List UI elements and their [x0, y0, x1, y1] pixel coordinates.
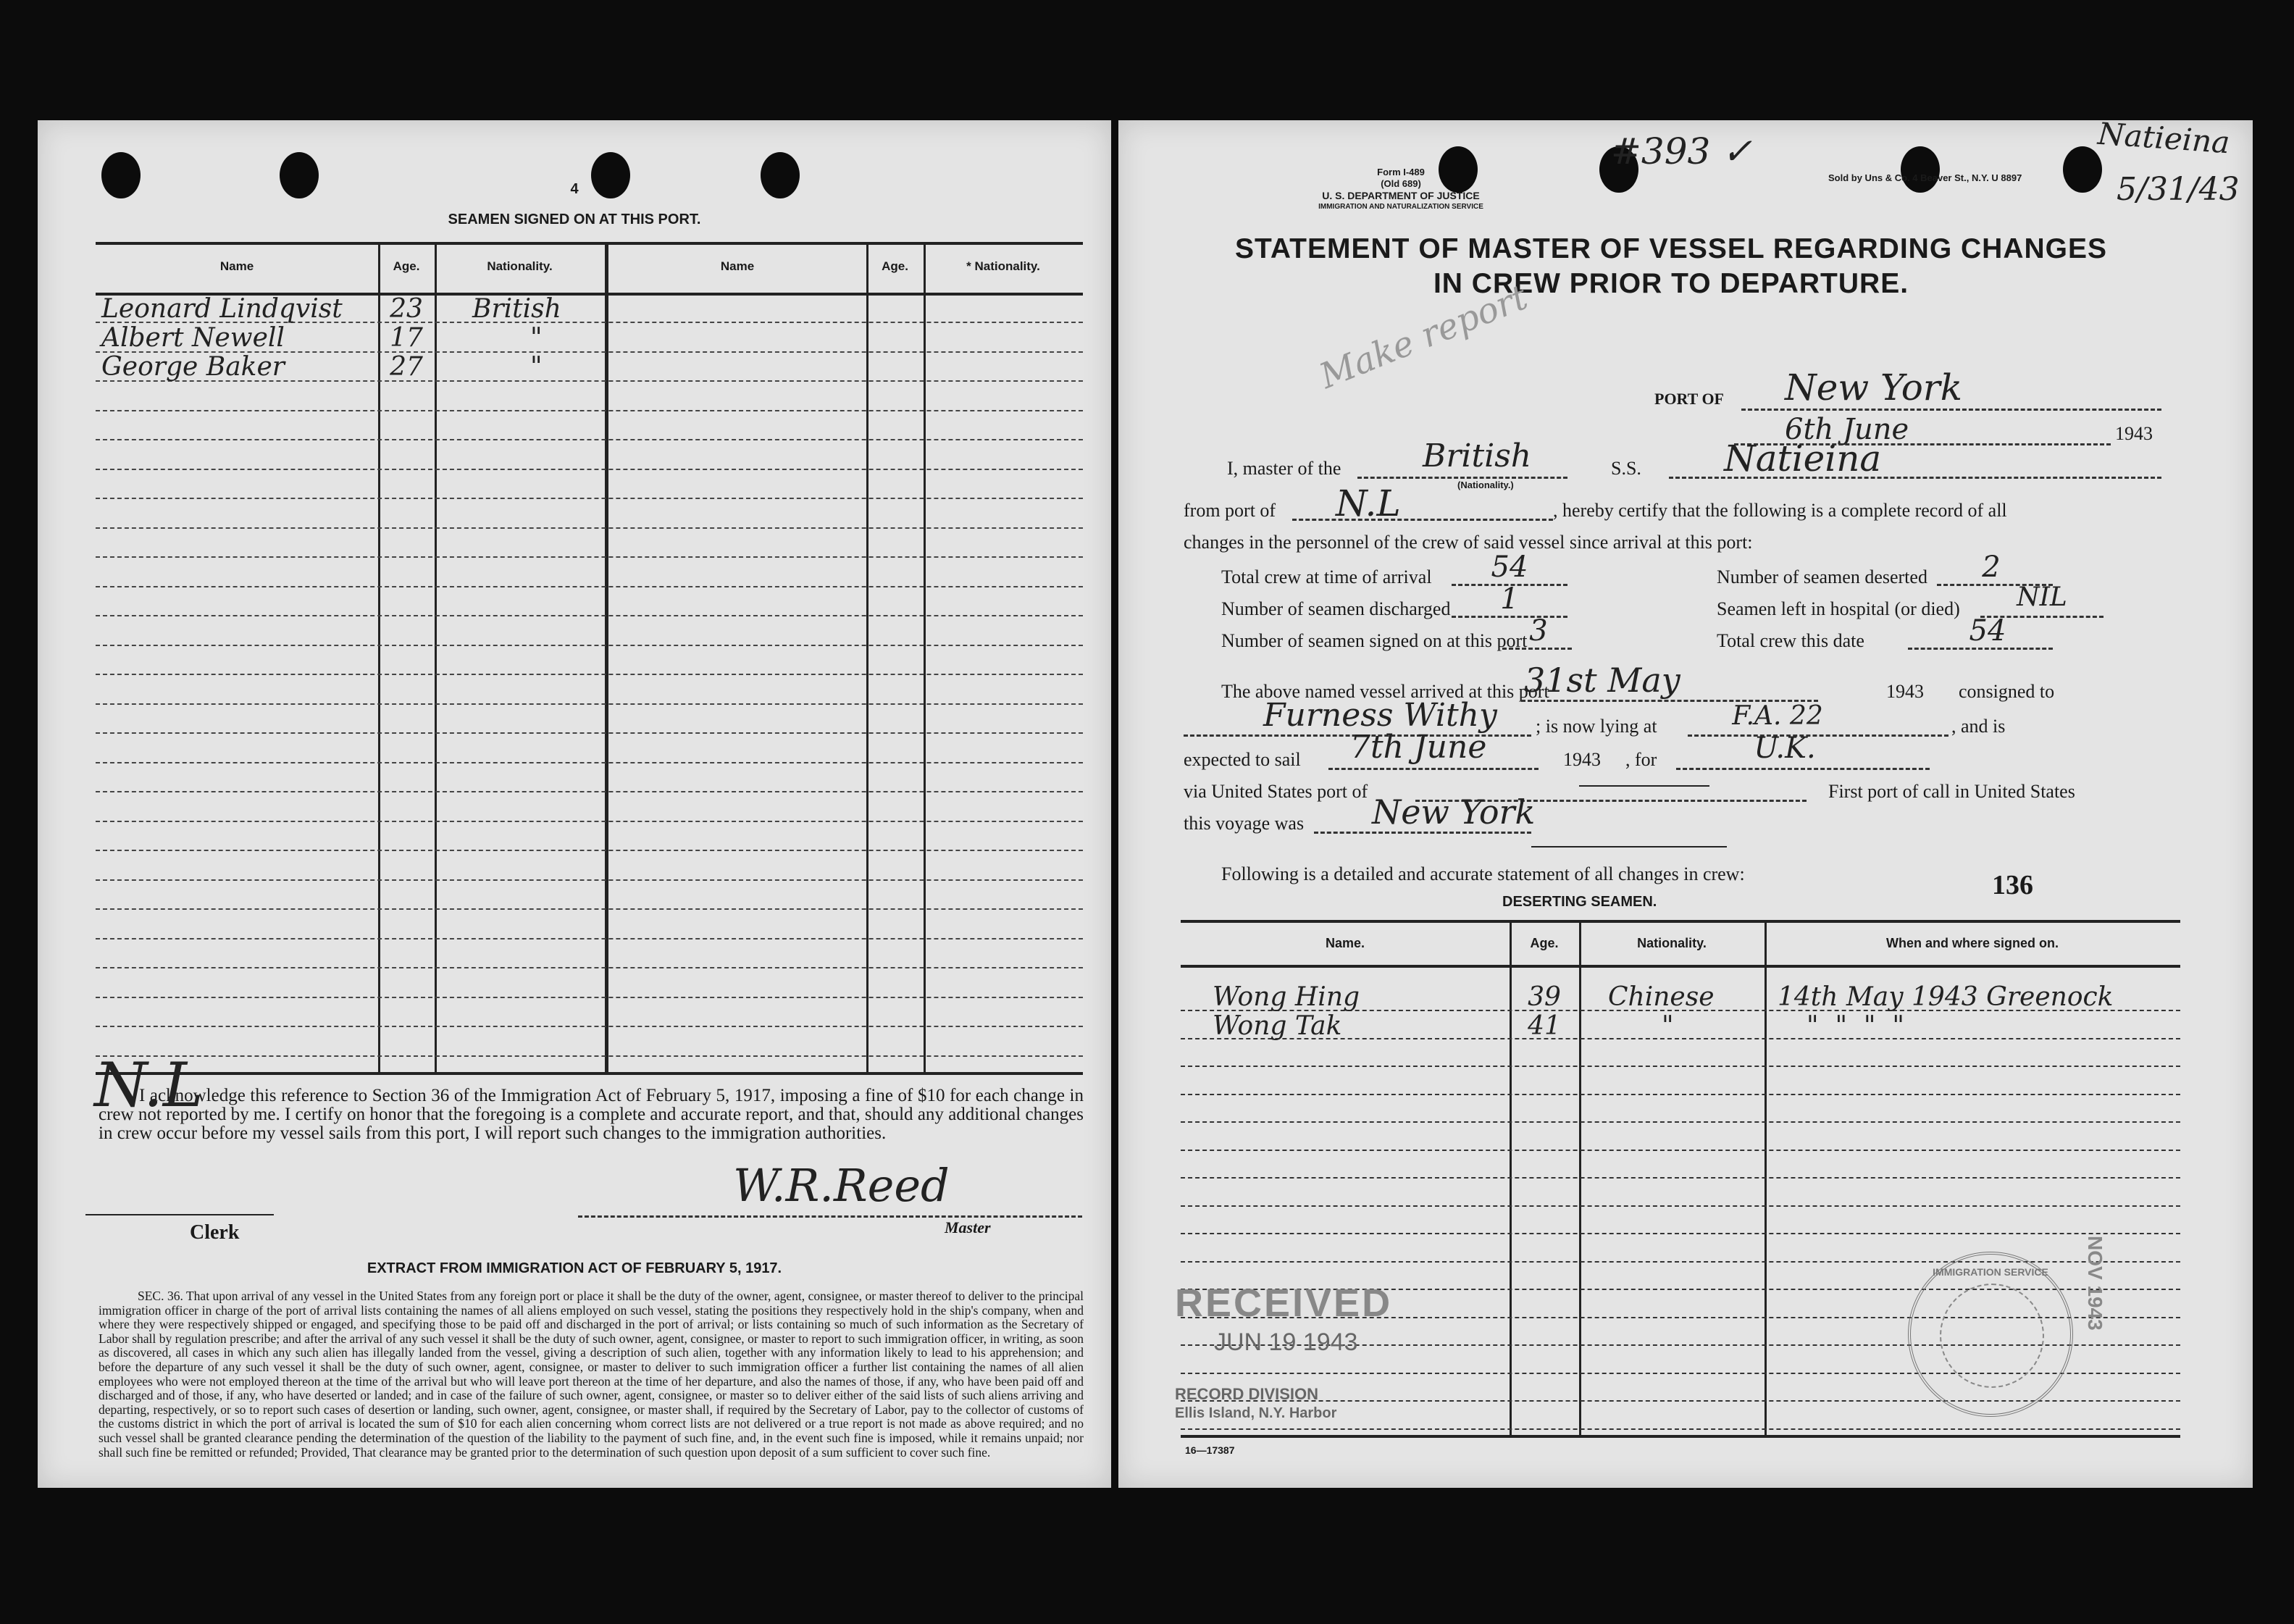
first-port-label: First port of call in United States: [1828, 781, 2075, 802]
crew-age: 23: [390, 294, 423, 324]
port-value: New York: [1785, 367, 1962, 409]
ruled-line: [96, 997, 1083, 998]
ruled-line: [96, 821, 1083, 822]
col-header-nationality-2: * Nationality.: [966, 259, 1040, 273]
expected-value: 7th June: [1350, 729, 1487, 766]
ruled-line: [96, 967, 1083, 968]
crew-name: Albert Newell: [101, 323, 285, 353]
ruled-line: [1181, 1150, 2180, 1151]
lying-value: F.A. 22: [1732, 701, 1823, 731]
left-page: [38, 120, 1111, 1488]
ruled-line: [96, 791, 1083, 792]
total-crew-date-label: Total crew this date: [1717, 630, 1864, 651]
signed-on-label: Number of seamen signed on at this port: [1221, 630, 1528, 651]
ellis-island: Ellis Island, N.Y. Harbor: [1175, 1405, 1337, 1421]
discharged-label: Number of seamen discharged: [1221, 598, 1451, 619]
ruled-line: [96, 498, 1083, 499]
page-number: 4: [570, 181, 579, 197]
desert-name: Wong Hing: [1213, 982, 1360, 1012]
ruled-line: [96, 439, 1083, 440]
department: U. S. DEPARTMENT OF JUSTICE: [1322, 190, 1480, 201]
year-value: 1943: [2115, 423, 2153, 444]
crew-name: Leonard Lindqvist: [101, 294, 343, 324]
form-id: Form I-489: [1377, 167, 1425, 177]
crew-name: George Baker: [101, 352, 285, 382]
title-line2: IN CREW PRIOR TO DEPARTURE.: [1433, 268, 1909, 299]
from-port-value: N.L: [1336, 482, 1401, 524]
received-stamp: RECEIVED: [1175, 1281, 1393, 1325]
hospital-value: NIL: [2017, 582, 2067, 612]
seamen-signed-heading: SEAMEN SIGNED ON AT THIS PORT.: [448, 212, 701, 227]
master-of-label: I, master of the: [1227, 458, 1341, 479]
total-crew-arrival-label: Total crew at time of arrival: [1221, 566, 1432, 587]
form-footer: 16—17387: [1185, 1444, 1235, 1456]
ruled-line: [96, 1026, 1083, 1027]
desert-age: 41: [1528, 1011, 1561, 1041]
ruled-line: [96, 879, 1083, 881]
col-header-nationality: Nationality.: [487, 259, 553, 273]
nationality-value: British: [1423, 438, 1532, 474]
for-label: , for: [1625, 749, 1657, 770]
ruled-line: [96, 674, 1083, 675]
crew-table: [96, 242, 1083, 1073]
round-stamp-text: IMMIGRATION SERVICE: [1933, 1266, 2048, 1278]
col-header-age-2: Age.: [882, 259, 908, 273]
ruled-line: [96, 645, 1083, 646]
extract-text: SEC. 36. That upon arrival of any vessel in the United States from any foreign port or place it shall be the duty of the owner, agent, consignee, or master thereof to deliver to the principal immigration officer in charge of the port of arrival lists containing the names of all aliens employed on such vessel, stating the positions they respectively hold in the ship's company, when and where they were respectively shipped or engaged, and specifying those to be paid off and discharged in the port of arrival; or lists containing so much of such information as the Secretary of Labor shall by regulation prescribe; and after the arrival of any such vessel it shall be the duty of such owner, agent, consignee, or master to report to such immigration officer, in writing, as soon as discovered, all cases in which any such alien has illegally landed from the vessel, giving a description of such alien, together with any information likely to lead to his apprehension; and before the departure of any such vessel it shall be the duty of such owner, agent, consignee, or master to deliver to such immigration officer a further list containing the names of all alien employees who were not employed thereon at the time of the arrival but who will leave port thereon at the time of her departure, and also the names of those, if any, who have been paid off and discharged and of those, if any, who have deserted or landed; and in case of the failure of such owner, agent, consignee, or master so to deliver either of the said lists of such aliens arriving and departing, respectively, or so to report such cases of desertion or landing, such owner, agent, consignee, or master shall, if required by the Secretary of Labor, pay to the collector of customs of the customs district in which the port of arrival is located the sum of $10 for each alien concerning whom correct lists are not delivered or a true report is not made as above required; and no such vessel shall be granted clearance pending the determination of the question of the liability to the payment of such fine, and, in the event such fine is imposed, while it remains unpaid; nor shall such fine be remitted or refunded; Provided, That clearance may be granted prior to the determination of such question upon deposit of a sum sufficient to cover such fine.: [99, 1289, 1084, 1460]
ruled-line: [96, 410, 1083, 411]
crew-nationality: ": [530, 352, 543, 382]
ruled-line: [96, 762, 1083, 763]
received-date: JUN 19 1943: [1214, 1328, 1358, 1356]
col-header-name: Name: [219, 259, 254, 273]
extract-title: EXTRACT FROM IMMIGRATION ACT OF FEBRUARY 5, 1917.: [367, 1260, 782, 1276]
desert-col-age: Age.: [1530, 936, 1559, 950]
crew-nationality: British: [472, 294, 561, 324]
ruled-line: [96, 938, 1083, 939]
arrived-value: 31st May: [1524, 661, 1680, 700]
ss-label: S.S.: [1611, 458, 1641, 479]
right-page: [1118, 115, 2253, 1488]
desert-signed-on: " " " ": [1807, 1011, 1904, 1041]
desert-age: 39: [1528, 982, 1561, 1012]
corner-note-1: Natieina: [2096, 115, 2231, 161]
following-text: Following is a detailed and accurate statement of all changes in crew:: [1221, 863, 1745, 884]
diagonal-note: Make report: [1314, 277, 1533, 397]
deserted-label: Number of seamen deserted: [1717, 566, 1927, 587]
clerk-line: [85, 1214, 274, 1215]
page-stamp-number: 136: [1992, 870, 2033, 900]
round-stamp: [1908, 1252, 2073, 1417]
ruled-line: [1181, 1205, 2180, 1207]
service: IMMIGRATION AND NATURALIZATION SERVICE: [1318, 203, 1483, 211]
form-old: (Old 689): [1381, 178, 1421, 189]
desert-signed-on: 14th May 1943 Greenock: [1778, 982, 2114, 1012]
punch-hole: [1901, 146, 1940, 193]
ruled-line: [96, 586, 1083, 587]
corner-note-2: 5/31/43: [2117, 171, 2240, 208]
ruled-line: [1181, 1177, 2180, 1179]
ruled-line: [96, 615, 1083, 616]
voyage-label: this voyage was: [1184, 813, 1305, 834]
clerk-signature: N.L: [94, 1050, 204, 1121]
deserting-heading: DESERTING SEAMEN.: [1502, 894, 1657, 910]
desert-col-nationality: Nationality.: [1637, 936, 1707, 950]
ruled-line: [1181, 1066, 2180, 1067]
ruled-line: [96, 908, 1083, 910]
desert-col-name: Name.: [1325, 936, 1365, 950]
expected-label: expected to sail: [1184, 749, 1301, 770]
col-header-name-2: Name: [720, 259, 755, 273]
ruled-line: [96, 732, 1083, 734]
master-signature: W.R.Reed: [733, 1159, 950, 1212]
crew-nationality: ": [530, 323, 543, 353]
from-port-label: from port of: [1184, 500, 1276, 521]
lying-label: ; is now lying at: [1536, 716, 1657, 737]
arrived-label: The above named vessel arrived at this port: [1221, 681, 1549, 702]
signed-on-value: 3: [1529, 614, 1548, 648]
ruled-line: [96, 469, 1083, 470]
master-line: [578, 1215, 1082, 1218]
voyage-value: New York: [1372, 792, 1536, 832]
ruled-line: [96, 527, 1083, 529]
col-header-age: Age.: [393, 259, 420, 273]
consignee-value: Furness Withy: [1263, 697, 1497, 734]
ruled-line: [96, 1055, 1083, 1057]
desert-col-signed: When and where signed on.: [1885, 936, 2059, 950]
ruled-line: [1181, 1094, 2180, 1095]
desert-nationality: ": [1662, 1011, 1674, 1041]
handwritten-number: #393 ✓: [1611, 130, 1753, 172]
ruled-line: [1181, 1121, 2180, 1123]
arrived-year: 1943: [1886, 681, 1924, 702]
master-label: Master: [945, 1218, 991, 1236]
ruled-line: [1181, 1233, 2180, 1234]
vessel-value: Natieina: [1724, 438, 1882, 480]
and-is-label: , and is: [1951, 716, 2006, 737]
via-label: via United States port of: [1184, 781, 1368, 802]
date-value: 6th June: [1785, 413, 1909, 446]
for-value: U.K.: [1754, 732, 1816, 765]
acknowledgement: I acknowledge this reference to Section 36 of the Immigration Act of February 5, 1917, imposing a fine of $10 for each change in crew not reported by me. I certify on honor that the foregoing is a complete and accurate report, and that, should any additional changes in crew occur before my vessel sails from this port, I will report such changes to the immigration authorities.: [99, 1086, 1084, 1143]
total-crew-arrival-value: 54: [1491, 551, 1528, 584]
ruled-line: [1181, 1428, 2180, 1430]
certify-text: , hereby certify that the following is a complete record of all: [1553, 500, 2007, 521]
crew-age: 27: [390, 352, 423, 382]
clerk-label: Clerk: [190, 1221, 240, 1244]
record-division: RECORD DIVISION: [1175, 1385, 1319, 1403]
desert-nationality: Chinese: [1608, 982, 1715, 1012]
crew-age: 17: [390, 323, 423, 353]
deserted-value: 2: [1982, 551, 2001, 584]
punch-hole: [2063, 146, 2102, 193]
desert-name: Wong Tak: [1213, 1011, 1342, 1041]
hospital-label: Seamen left in hospital (or died): [1717, 598, 1960, 619]
expected-year: 1943: [1563, 749, 1601, 770]
ruled-line: [96, 703, 1083, 705]
total-crew-date-value: 54: [1969, 614, 2006, 648]
title-line1: STATEMENT OF MASTER OF VESSEL REGARDING CHANGES: [1234, 233, 2108, 264]
discharged-value: 1: [1500, 582, 1519, 616]
nationality-caption: (Nationality.): [1457, 480, 1514, 490]
sold-by: Sold by Uns & Co. 4 Beaver St., N.Y. U 8897: [1828, 172, 2022, 183]
changes-text: changes in the personnel of the crew of said vessel since arrival at this port:: [1184, 532, 1753, 553]
consigned-label: consigned to: [1959, 681, 2055, 702]
ruled-line: [96, 850, 1083, 851]
port-label: PORT OF: [1654, 390, 1724, 408]
ruled-line: [96, 556, 1083, 558]
side-stamp: NOV 1943: [2084, 1236, 2106, 1331]
